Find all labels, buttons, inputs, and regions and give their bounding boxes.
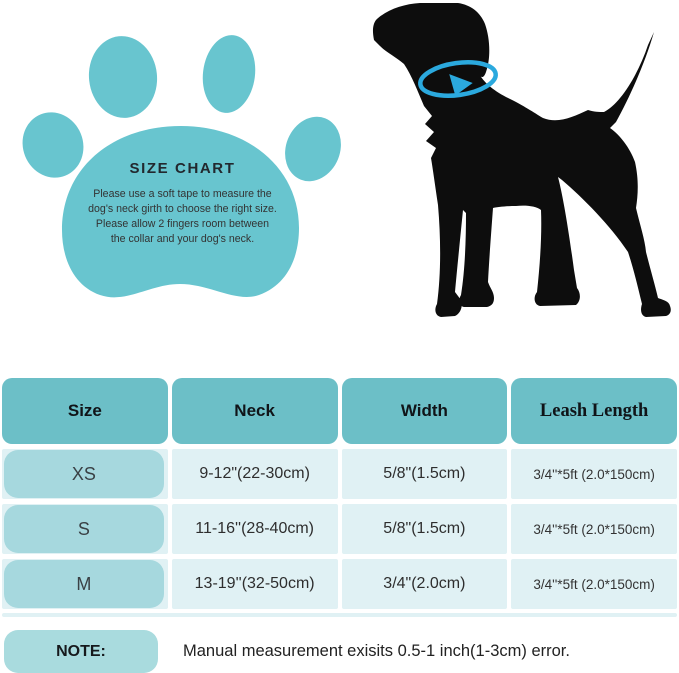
- measuring-instructions-line: Please allow 2 fingers room between: [95, 218, 270, 230]
- measuring-instructions-line: Please use a soft tape to measure the: [93, 188, 272, 200]
- table-row-s: [2, 504, 677, 554]
- neck-cell: 13-19''(32-50cm): [172, 559, 338, 609]
- size-cell: [2, 559, 168, 609]
- neck-cell: 11-16''(28-40cm): [172, 504, 338, 554]
- size-table: [0, 378, 679, 617]
- note-row: [0, 630, 679, 673]
- measuring-instructions-line: the collar and your dog's neck.: [110, 233, 255, 245]
- leash-length-cell: 3/4''*5ft (2.0*150cm): [511, 504, 677, 554]
- size-chart-heading: SIZE CHART: [129, 160, 236, 177]
- table-header-leash-length: Leash Length: [511, 378, 677, 444]
- width-cell: 5/8"(1.5cm): [342, 449, 508, 499]
- table-header-size: Size: [2, 378, 168, 444]
- width-cell: 5/8"(1.5cm): [342, 504, 508, 554]
- size-value-pill: S: [4, 505, 164, 553]
- table-bottom-strip: [2, 613, 677, 617]
- width-cell: 3/4"(2.0cm): [342, 559, 508, 609]
- size-value-pill: XS: [4, 450, 164, 498]
- table-header-neck: Neck: [172, 378, 338, 444]
- size-cell: [2, 504, 168, 554]
- size-value-pill: M: [4, 560, 164, 608]
- size-cell: [2, 449, 168, 499]
- table-header-width: Width: [342, 378, 508, 444]
- table-row-m: [2, 559, 677, 609]
- dog-silhouette-icon: [358, 0, 678, 340]
- measuring-instructions-line: dog's neck girth to choose the right size.: [88, 203, 277, 215]
- note-text: Manual measurement exisits 0.5-1 inch(1-3cm) error.: [183, 642, 570, 660]
- table-header-row: [2, 378, 677, 444]
- leash-length-cell: 3/4''*5ft (2.0*150cm): [511, 449, 677, 499]
- table-row-xs: [2, 449, 677, 499]
- note-label-pill: NOTE:: [4, 630, 158, 673]
- paw-print-icon: [0, 0, 360, 340]
- neck-cell: 9-12"(22-30cm): [172, 449, 338, 499]
- leash-length-cell: 3/4''*5ft (2.0*150cm): [511, 559, 677, 609]
